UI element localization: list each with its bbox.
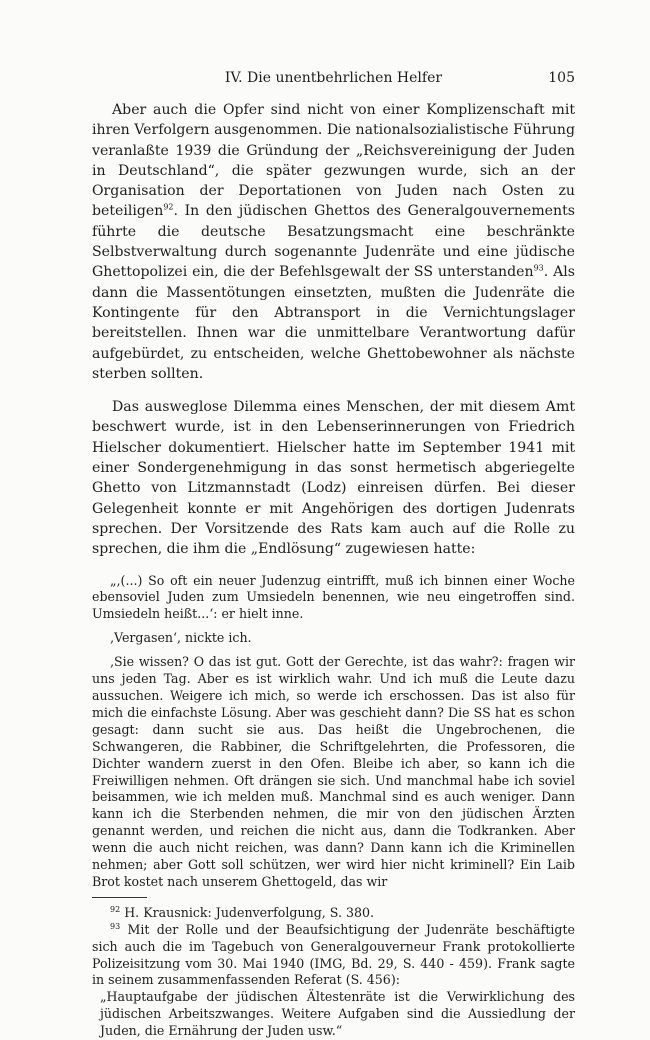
block-quote-1: „‚(...) So oft ein neuer Judenzug eintrifft, muß ich binnen einer Woche ebensoviel Juden zum Umsiedeln benennen, wie neu eingetroffen sind. Umsiedeln heißt...‘: er hielt inne.	[92, 572, 575, 622]
block-quote-3: ‚Sie wissen? O das ist gut. Gott der Gerechte, ist das wahr?: fragen wir uns jeden Tag. Aber es ist wirklich wahr. Und ich muß die Leute dazu aussuchen. Weigere ich mich, so werde ich erschossen. Das ist also für mich die einfachste Lösung. Aber was geschieht dann? Die SS hat es schon gesagt: dann sucht sie aus. Das heißt die Ungebrochenen, die Schwangeren, die Rabbiner, die Schriftgelehrten, die Professoren, die Dichter wandern zuerst in den Ofen. Bleibe ich aber, so kann ich die Freiwilligen nehmen. Oft drängen sie sich. Und manchmal habe ich soviel beisammen, wie ich melden muß. Manchmal sind es auch weniger. Dann kann ich die Sterbenden nehmen, die mir von den jüdischen Ärzten genannt werden, und reichen die nicht aus, dann die Todkranken. Aber wenn die auch nicht reichen, was dann? Dann kann ich die Kriminellen nehmen; aber Gott soll schützen, wer wird hier nicht kriminell? Ein Laib Brot kostet nach unserem Ghettogeld, das wir	[92, 654, 575, 889]
page-body	[92, 100, 575, 1040]
footnote-ref-92: 92	[163, 202, 174, 212]
footnote-divider	[92, 897, 147, 898]
footnote-93-quote: „Hauptaufgabe der jüdischen Ältestenräte ist die Verwirklichung des jüdischen Arbeitszwanges. Weitere Aufgaben sind die Aussiedlung der Juden, die Ernährung der Juden usw.“	[100, 989, 575, 1039]
footnote-92: $^{92}$ H. Krausnick: Judenverfolgung, S. 380.	[110, 904, 374, 920]
paragraph-2: Das ausweglose Dilemma eines Menschen, der mit diesem Amt beschwert wurde, ist in den Lebenserinnerungen von Friedrich Hielscher dokumentiert. Hielscher hatte im September 1941 mit einer Sondergenehmigung in das sonst hermetisch abgeriegelte Ghetto von Litzmannstadt (Lodz) einreisen dürfen. Bei dieser Gelegenheit konnte er mit Angehörigen des dortigen Judenrats sprechen. Der Vorsitzende des Rats kam auch auf die Rolle zu sprechen, die ihm die „Endlösung“ zugewiesen hatte:	[92, 399, 575, 558]
footnote-93: $^{93}$ Mit der Rolle und der Beaufsichtigung der Judenräte beschäftigte sich auch die im Tagebuch von Generalgouverneur Frank protokollierte Polizeisitzung vom 30. Mai 1940 (IMG, Bd. 29, S. 440 - 459). Frank sagte in seinem zusammenfassenden Referat (S. 456):	[92, 921, 575, 988]
block-quote-2: ‚Vergasen‘, nickte ich.	[110, 630, 252, 646]
chapter-title: IV. Die unentbehrlichen Helfer	[224, 70, 443, 86]
paragraph-1: Aber auch die Opfer sind nicht von einer Komplizenschaft mit ihren Verfolgern ausgenommen. Die nationalsozialistische Führung veranlaßte 1939 die Gründung der „Reichsvereinigung der Juden in Deutschland“, die später gezwungen wurde, sich an der Organisation der Deportationen von Juden nach Osten zu beteiligen$^{92}$. In den jüdischen Ghettos des Generalgouvernements führte die deutsche Besatzungsmacht eine beschränkte Selbstverwaltung durch sogenannte Judenräte und eine jüdische Ghettopolizei ein, die der Befehlsgewalt der SS unterstanden$^{93}$. Als dann die Massentötungen einsetzten, mußten die Judenräte die Kontingente für den Abtransport in die Vernichtungslager bereitstellen. Ihnen war die unmittelbare Verantwortung dafür aufgebürdet, zu entscheiden, welche Ghettobewohner als nächste sterben sollten.	[92, 102, 575, 382]
running-header	[92, 70, 575, 90]
footnote-ref-93: 93	[533, 263, 544, 273]
page-number: 105	[548, 70, 575, 86]
